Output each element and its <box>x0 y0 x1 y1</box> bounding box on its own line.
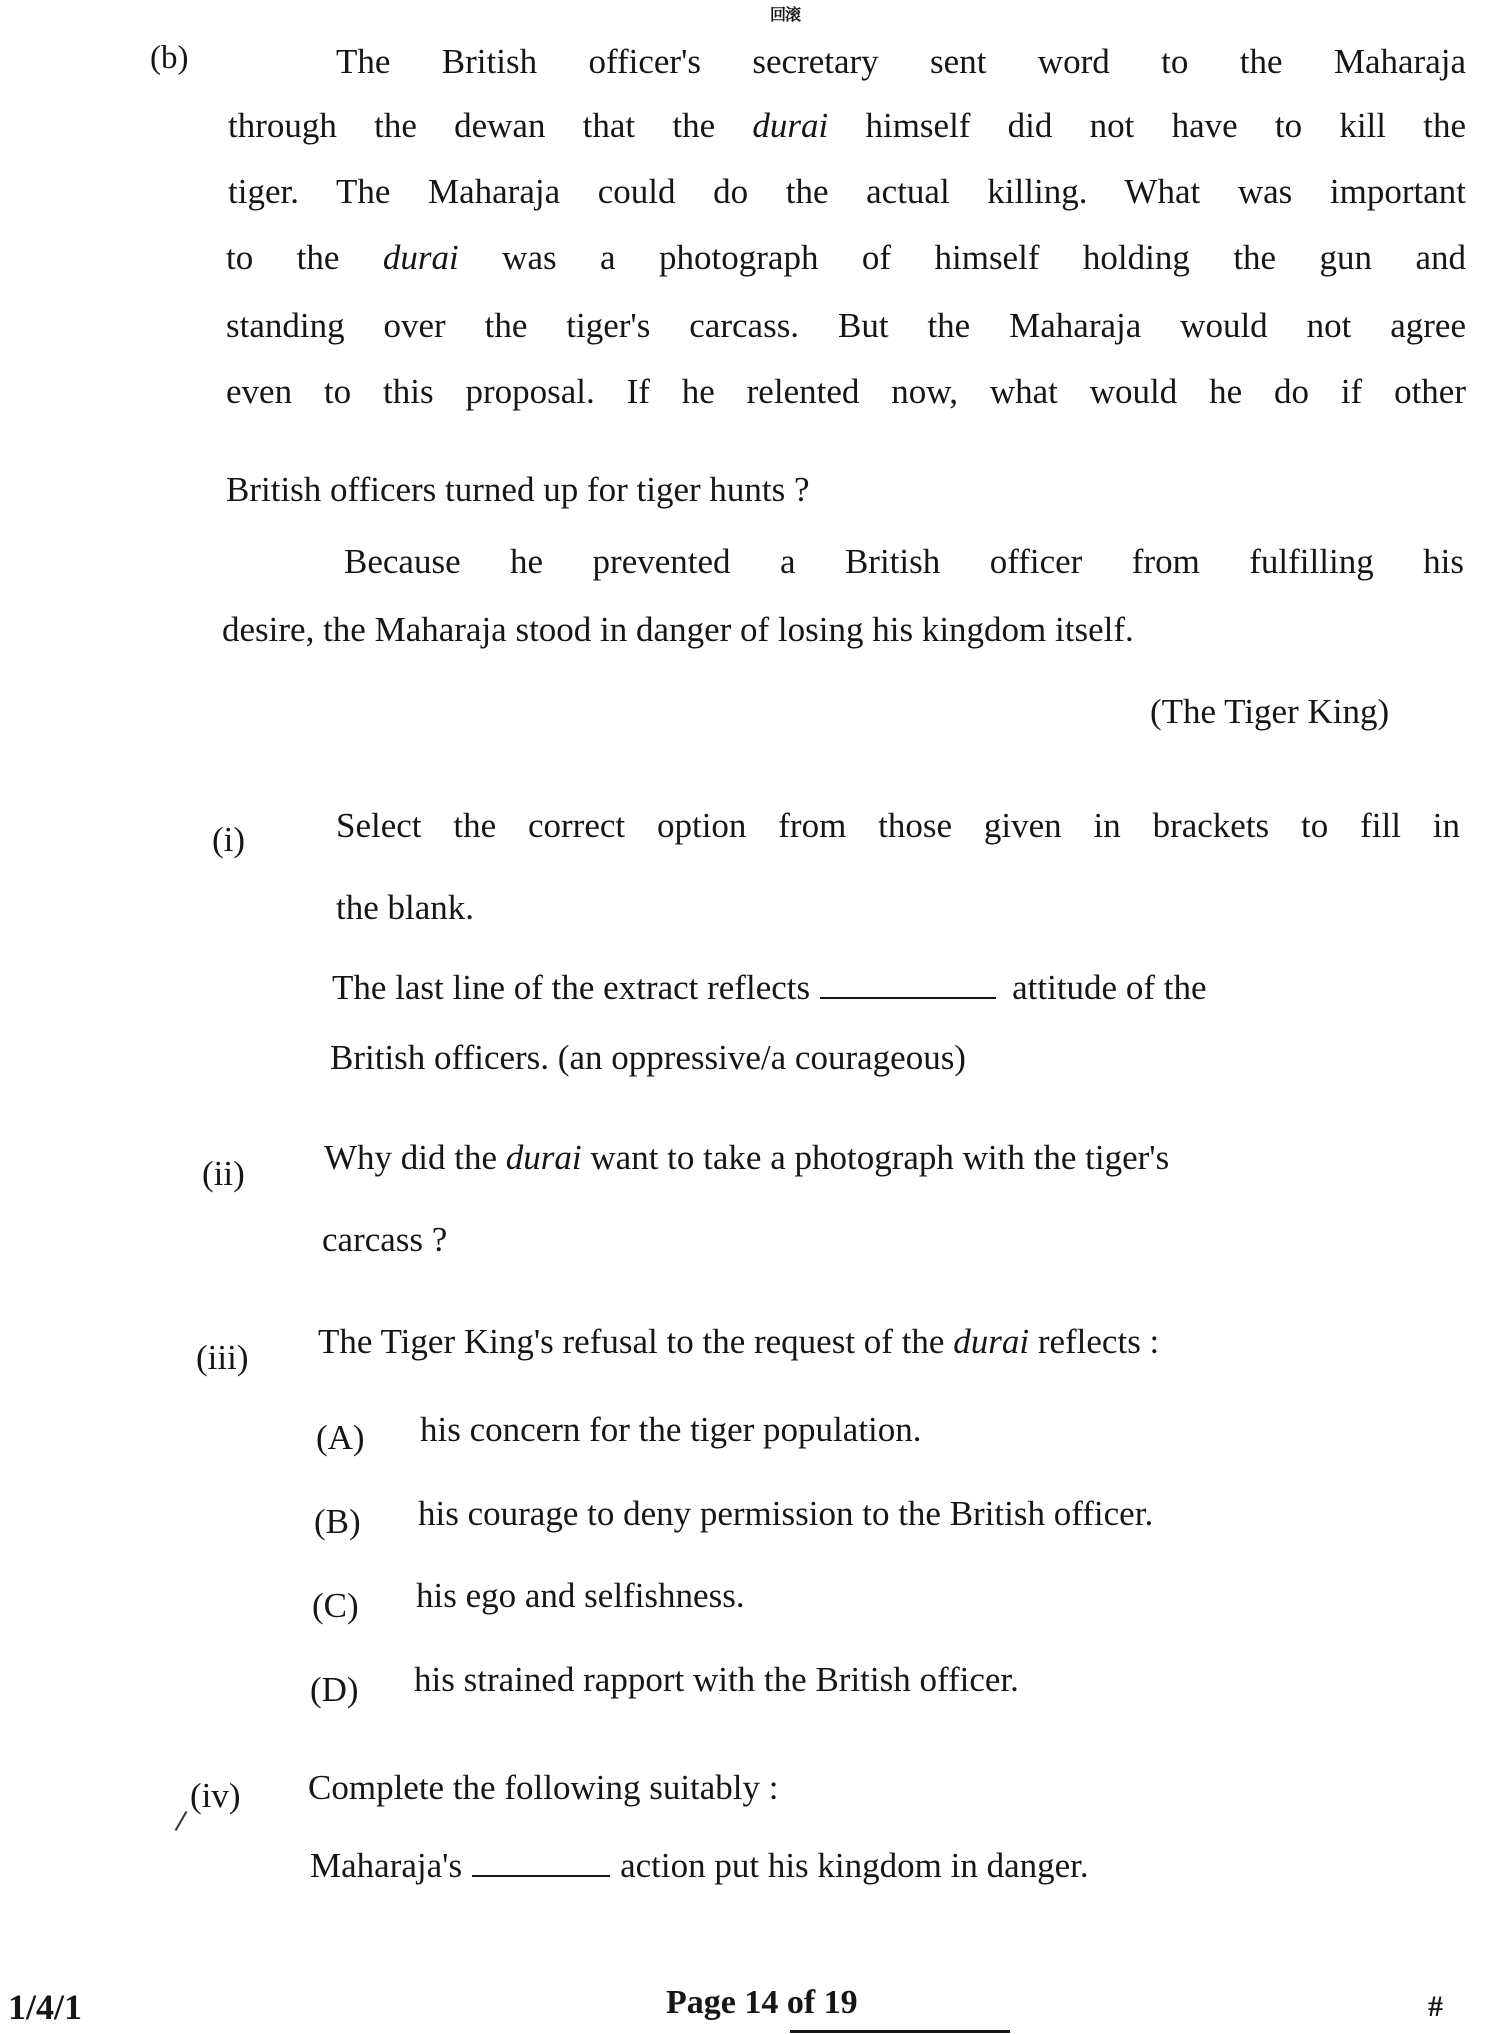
option-text: his courage to deny permission to the British officer. <box>418 1494 1154 1533</box>
passage-line: even to this proposal. If he relented now, what would he do if other <box>226 372 1466 411</box>
option-text: his strained rapport with the British officer. <box>414 1660 1019 1699</box>
question-text: Why did the durai want to take a photograph with the tiger's <box>324 1138 1170 1177</box>
option-letter: (B) <box>314 1502 361 1541</box>
passage-line: through the dewan that the durai himself did not have to kill the <box>228 106 1466 145</box>
question-text: The Tiger King's refusal to the request of the durai reflects : <box>318 1322 1160 1361</box>
question-text: Complete the following suitably : <box>308 1768 779 1807</box>
fill-blank <box>472 1875 610 1877</box>
question-text: Select the correct option from those given in brackets to fill in <box>336 806 1460 845</box>
hash-mark: # <box>1428 1990 1443 2023</box>
passage-line: tiger. The Maharaja could do the actual killing. What was important <box>228 172 1466 211</box>
question-number: (i) <box>212 820 246 859</box>
passage-line: to the durai was a photograph of himself holding the gun and <box>226 238 1466 277</box>
option-text: his concern for the tiger population. <box>420 1410 922 1449</box>
question-stem: British officers. (an oppressive/a courageous) <box>330 1038 966 1077</box>
question-number: (iv) <box>190 1776 241 1815</box>
qr-code-icon: 回滚 <box>770 5 801 24</box>
fill-blank <box>820 997 996 999</box>
option-letter: (A) <box>316 1418 365 1457</box>
question-stem: Maharaja's action put his kingdom in danger. <box>310 1846 1089 1885</box>
footer-rule <box>790 2030 1010 2033</box>
question-text: carcass ? <box>322 1220 448 1259</box>
question-number: (iii) <box>196 1338 249 1377</box>
paper-code: 1/4/1 <box>8 1987 83 2027</box>
page-number: Page 14 of 19 <box>666 1984 858 2021</box>
question-stem: The last line of the extract reflects attitude of the <box>332 968 1207 1007</box>
passage-line: The British officer's secretary sent word to the Maharaja <box>336 42 1466 81</box>
option-letter: (D) <box>310 1670 359 1709</box>
passage-line: desire, the Maharaja stood in danger of losing his kingdom itself. <box>222 610 1134 649</box>
passage-line: Because he prevented a British officer from fulfilling his <box>344 542 1464 581</box>
passage-line: standing over the tiger's carcass. But the Maharaja would not agree <box>226 306 1466 345</box>
option-letter: (C) <box>312 1586 359 1625</box>
question-text: the blank. <box>336 888 475 927</box>
question-number: (ii) <box>202 1154 245 1193</box>
passage-source: (The Tiger King) <box>1150 692 1390 731</box>
pen-mark <box>175 1811 188 1831</box>
section-label: (b) <box>150 40 189 76</box>
option-text: his ego and selfishness. <box>416 1576 745 1615</box>
passage-line: British officers turned up for tiger hunts ? <box>226 470 810 509</box>
